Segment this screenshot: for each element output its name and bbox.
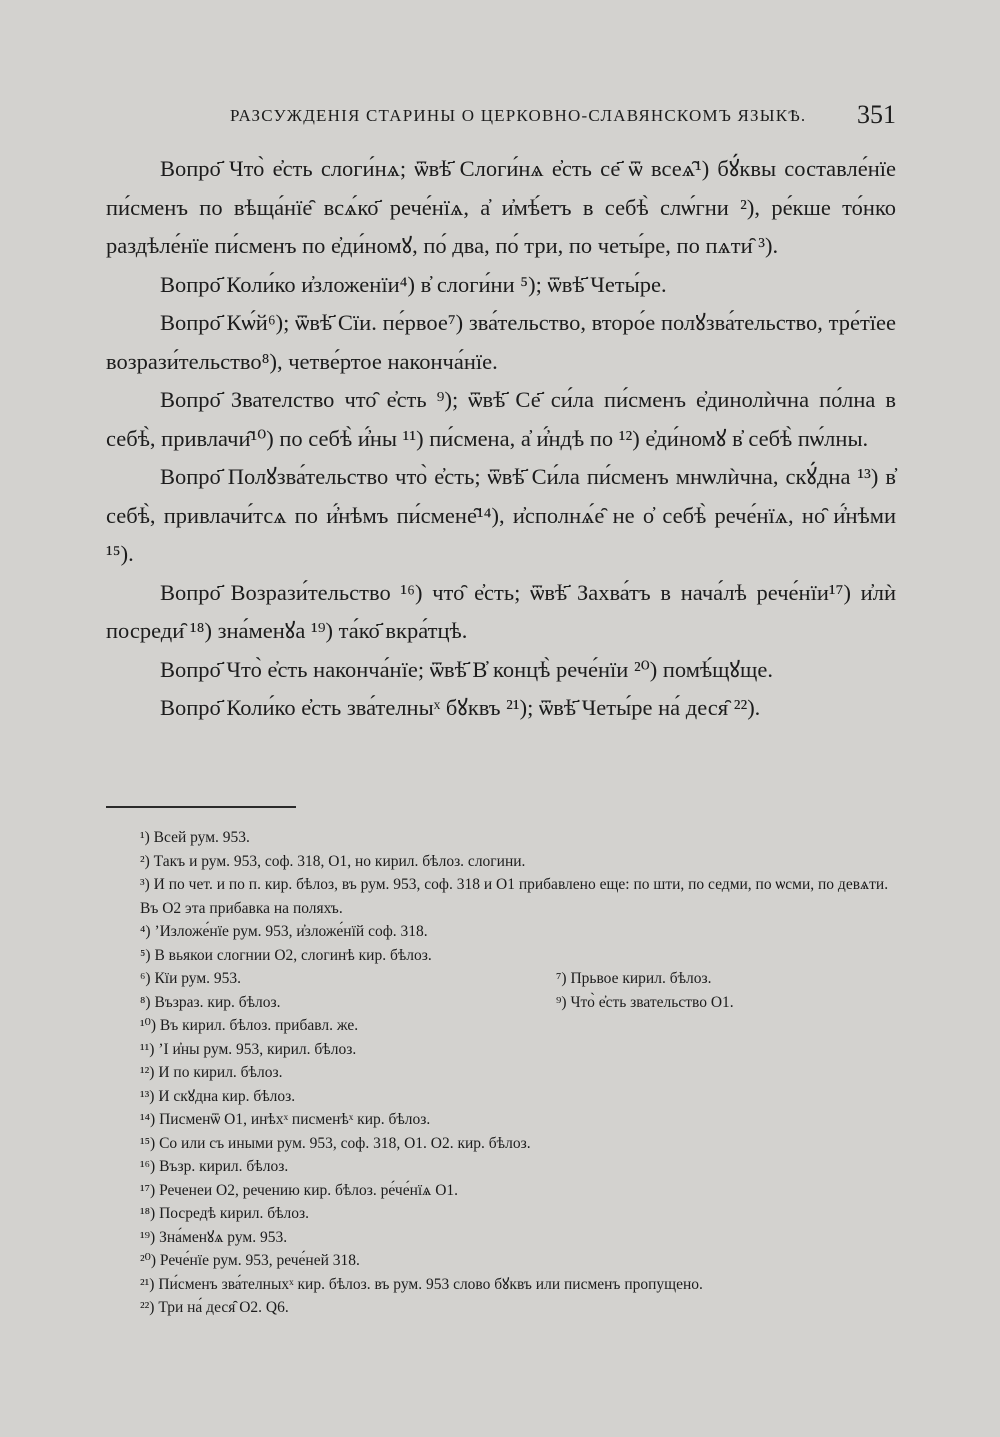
footnote-15: ¹⁵) Со или съ иными рум. 953, соф. 318, О1. О2. кир. бѣлоз.	[140, 1134, 531, 1152]
paragraph-question-6: Вопро҃ Возрази́тельство ¹⁶) что̑ е҆сть; ѿвѣ҃ Захва́тъ в нача́лѣ рече́нїи¹⁷) и҆лѝ посреди̑ ¹⁸) зна́менꙋа ¹⁹) та́ко҃ вкра́тцѣ.	[106, 579, 896, 643]
paragraph-question-8: Вопро҃ Коли́ко е҆сть зва́телныˣ бꙋквъ ²¹); ѿвѣ҃ Четы́ре на́ деся̑ ²²).	[160, 695, 761, 720]
footnote-16: ¹⁶) Възр. кирил. бѣлоз.	[140, 1158, 289, 1175]
footnote-row-6-7	[140, 967, 900, 991]
main-text	[106, 150, 896, 728]
footnote-3: ³) И по чет. и по п. кир. бѣлоз, въ рум. 953, соф. 318 и О1 прибавлено еще: по шти, по седми, по ѡсми, по девѧти. Въ О2 эта прибавка на поляхъ.	[140, 876, 889, 917]
footnotes	[140, 826, 900, 1320]
running-title: РАЗСУЖДЕНІЯ СТАРИНЫ О ЦЕРКОВНО-СЛАВЯНСКОМЪ ЯЗЫКѢ.	[230, 106, 807, 125]
footnote-13: ¹³) И скꙋдна кир. бѣлоз.	[140, 1087, 296, 1105]
footnote-2: ²) Такъ и рум. 953, соф. 318, О1, но кирил. бѣлоз. слогини.	[140, 852, 526, 870]
footnote-row-8-9	[140, 991, 900, 1015]
footnote-18: ¹⁸) Посредѣ кирил. бѣлоз.	[140, 1205, 310, 1222]
page-header	[110, 100, 900, 134]
footnote-21: ²¹) Пи́сменъ зва́телныхˣ кир. бѣлоз. въ рум. 953 слово бꙋквъ или писменъ пропущено.	[140, 1275, 703, 1293]
footnote-10: ¹⁰) Въ кирил. бѣлоз. прибавл. же.	[140, 1017, 359, 1034]
paragraph-question-4: Вопро҃ Звателство что̑ е҆сть ⁹); ѿвѣ҃ Се҃ си́ла пи́сменъ е҆динолѝчна по́лна в себѣ̀, привлачи̑¹⁰) по себѣ̀ и҆́ны ¹¹) пи́смена, а҆ и҆́ндѣ по ¹²) е҆ди́номꙋ в҆ себѣ̀ пѡ́лны.	[106, 387, 896, 451]
footnote-22: ²²) Три на́ деся̑ О2. Q6.	[140, 1299, 289, 1316]
footnote-19: ¹⁹) Зна́менꙋѧ рум. 953.	[140, 1228, 288, 1246]
paragraph-question-3: Вопро҃ Кѡ́й⁶); ѿвѣ҃ Сїи. пе́рвое⁷) зва́тельство, второ́е полꙋзва́тельство, тре́тїее возрази́тельство⁸), четве́ртое наконча́нїе.	[106, 310, 896, 374]
footnote-8: ⁸) Възраз. кир. бѣлоз.	[140, 993, 281, 1011]
footnote-11: ¹¹) ʼІ и҆ны рум. 953, кирил. бѣлоз.	[140, 1040, 357, 1058]
footnote-14: ¹⁴) Писменѿ О1, инѣхˣ писменѣˣ кир. бѣлоз.	[140, 1111, 431, 1128]
footnote-5: ⁵) В вьякои слогнии О2, слогинѣ кир. бѣлоз.	[140, 946, 432, 964]
footnote-17: ¹⁷) Реченеи О2, речению кир. бѣлоз. ре́че́нїѧ О1.	[140, 1181, 459, 1199]
footnote-6: ⁶) Кїи рум. 953.	[140, 970, 242, 987]
page-number: 351	[857, 100, 896, 129]
footnote-7: ⁷) Прьвое кирил. бѣлоз.	[556, 970, 712, 987]
footnote-separator	[106, 806, 296, 808]
paragraph-question-7: Вопро҃ Что̀ е҆сть наконча́нїе; ѿвѣ҃ В҆ концѣ̀ рече́нїи ²⁰) помѣ́щꙋще.	[160, 656, 773, 682]
footnote-12: ¹²) И по кирил. бѣлоз.	[140, 1064, 283, 1081]
paragraph-question-5: Вопро҃ Полꙋзва́тельство что̀ е҆сть; ѿвѣ҃ Си́ла пи́сменъ мнѡлѝчна, скꙋ́дна ¹³) в҆ себѣ̀, привлачи́тсѧ по и҆́нѣмъ пи́смене̑¹⁴), и҆сполнѧ́е̑ не о҆ себѣ̀ рече́нїѧ, но̑ и҆́нѣми ¹⁵).	[106, 464, 896, 566]
footnote-20: ²⁰) Рече́нїе рум. 953, рече́ней 318.	[140, 1252, 360, 1269]
footnote-4: ⁴) ʼИзложе́нїе рум. 953, и҆зложе́нїй соф. 318.	[140, 923, 428, 940]
paragraph-question-2: Вопро҃ Коли́ко и҆зложенїи⁴) в҆ слоги́ни ⁵); ѿвѣ҃ Четы́ре.	[160, 271, 667, 297]
footnote-9: ⁹) Что̀ е҆сть звательство О1.	[556, 993, 734, 1011]
paragraph-question-1: Вопро҃ Что̀ е҆сть слоги́нѧ; ѿвѣ҃ Слоги́нѧ е҆сть се҃ ѿ всеѧ̑¹) бꙋ́квы составле́нїе пи́сменъ по вѣща́нїе̑ всѧ́ко҃ рече́нїѧ, а҆ и҆мѣ́етъ в себѣ̀ слѡ́гни ²), ре́кше то́нко раздѣле́нїе пи́сменъ по е҆ди́номꙋ, по́ два, по́ три, по четы́ре, по пѧти̑ ³).	[106, 156, 896, 258]
footnote-1: ¹) Всей рум. 953.	[140, 829, 250, 846]
